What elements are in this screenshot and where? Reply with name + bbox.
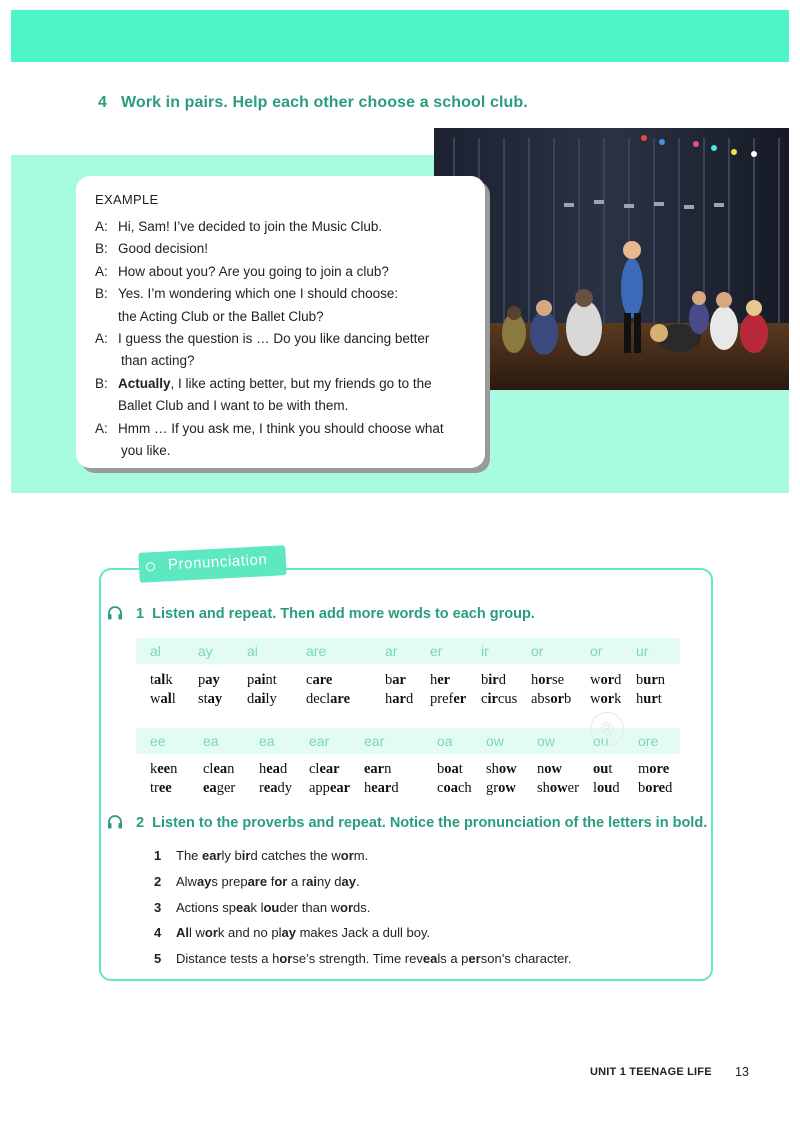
example-word: hurt xyxy=(636,691,662,707)
example-word: wall xyxy=(150,691,176,707)
circle-icon xyxy=(146,562,155,571)
letter-pattern: are xyxy=(306,643,327,659)
speaker-label: B: xyxy=(95,286,108,302)
letter-pattern: ear xyxy=(364,733,385,749)
example-word: tree xyxy=(150,780,172,796)
letter-pattern: ay xyxy=(198,643,213,659)
task-number: 2 xyxy=(136,815,145,831)
letter-pattern: ea xyxy=(203,733,219,749)
example-word: pay xyxy=(198,672,220,688)
example-word: paint xyxy=(247,672,277,688)
example-word: her xyxy=(430,672,451,688)
example-word: burn xyxy=(636,672,665,688)
dialogue-line xyxy=(95,328,475,350)
unit-footer: UNIT 1 TEENAGE LIFE xyxy=(590,1066,712,1078)
letter-pattern: or xyxy=(590,643,603,659)
letter-pattern: ir xyxy=(481,643,489,659)
example-word: now xyxy=(537,761,562,777)
dialogue-line xyxy=(95,395,475,417)
dialogue-line xyxy=(95,216,475,238)
proverb-text: All work and no play makes Jack a dull boy. xyxy=(176,925,431,940)
example-title: EXAMPLE xyxy=(95,192,159,207)
headphones-icon[interactable] xyxy=(107,606,123,620)
dialogue-text: I guess the question is … Do you like dancing better xyxy=(118,331,430,347)
dialogue-text: Hi, Sam! I’ve decided to join the Music Club. xyxy=(118,219,383,234)
speaker-label: B: xyxy=(95,375,108,391)
example-word: daily xyxy=(247,691,277,707)
example-word: ready xyxy=(259,780,293,796)
letter-pattern: ear xyxy=(309,733,330,749)
task-4-heading xyxy=(98,94,528,112)
letter-pattern: ou xyxy=(593,733,609,749)
letter-pattern: oa xyxy=(437,733,453,749)
speaker-label: A: xyxy=(95,263,108,279)
speaker-label: A: xyxy=(95,420,108,436)
dialogue-text: Ballet Club and I want to be with them. xyxy=(118,398,349,414)
example-word: keen xyxy=(150,761,178,777)
example-word: loud xyxy=(593,780,620,796)
proverb-number: 2 xyxy=(154,874,162,889)
example-word: earn xyxy=(364,761,392,777)
example-word: shower xyxy=(537,780,579,796)
task-text: Work in pairs. Help each other choose a school club. xyxy=(121,94,528,111)
pron-task-1-heading xyxy=(136,606,535,622)
example-word: coach xyxy=(437,780,472,796)
dialogue-text: than acting? xyxy=(121,353,195,369)
bold-word: Actually xyxy=(118,375,171,391)
pronunciation-section xyxy=(99,568,713,981)
letter-pattern: ore xyxy=(638,733,659,749)
letter-pattern: ee xyxy=(150,733,166,749)
letter-pattern: ur xyxy=(636,643,649,659)
proverb-text: The early bird catches the worm. xyxy=(176,848,369,863)
example-word: head xyxy=(259,761,288,777)
proverb-number: 4 xyxy=(154,925,162,940)
speaker-label: A: xyxy=(95,219,108,234)
task-number: 1 xyxy=(136,606,145,622)
headphones-icon[interactable] xyxy=(107,815,123,829)
proverb-text: Always prepare for a rainy day. xyxy=(176,874,360,889)
example-word: talk xyxy=(150,672,173,688)
speaker-label: A: xyxy=(95,331,108,347)
letter-pattern: ow xyxy=(486,733,504,749)
top-color-band xyxy=(11,10,789,62)
stage-photo-illustration xyxy=(434,128,789,390)
registered-watermark: ® xyxy=(590,712,624,746)
example-word: boat xyxy=(437,761,463,777)
example-word: clear xyxy=(309,761,340,777)
proverb-number: 1 xyxy=(154,848,162,863)
pronunciation-tab-label: Pronunciation xyxy=(167,551,268,574)
dialogue-text: Good decision! xyxy=(118,241,209,257)
dialogue-line xyxy=(95,306,475,328)
task-number: 4 xyxy=(98,94,107,111)
proverb-number: 3 xyxy=(154,900,162,915)
speaker-label: B: xyxy=(95,241,108,257)
dialogue-line xyxy=(95,440,475,462)
dialogue-text: How about you? Are you going to join a club? xyxy=(118,263,389,279)
letter-pattern: ar xyxy=(385,643,398,659)
example-dialogue-card xyxy=(76,176,485,468)
page-number: 13 xyxy=(735,1065,749,1079)
dialogue-text: , I like acting better, but my friends go to the xyxy=(170,375,432,391)
stage-photo xyxy=(434,128,789,390)
example-word: heard xyxy=(364,780,399,796)
task-text: Listen to the proverbs and repeat. Notice the pronunciation of the letters in bold. xyxy=(152,815,708,831)
example-word: horse xyxy=(531,672,565,688)
dialogue-line xyxy=(95,373,475,395)
proverb-text: Actions speak louder than words. xyxy=(176,900,371,915)
proverb-number: 5 xyxy=(154,951,162,966)
example-word: care xyxy=(306,672,333,688)
example-word: hard xyxy=(385,691,414,707)
pron-task-2-heading xyxy=(136,815,707,831)
dialogue-text: Yes. I’m wondering which one I should choose: xyxy=(118,286,399,302)
example-word: eager xyxy=(203,780,236,796)
example-word: stay xyxy=(198,691,223,707)
dialogue-line xyxy=(95,283,475,305)
dialogue-text: the Acting Club or the Ballet Club? xyxy=(118,308,324,324)
example-dialogue xyxy=(95,216,475,462)
example-word: prefer xyxy=(430,691,467,707)
example-word: bird xyxy=(481,672,506,688)
dialogue-line xyxy=(95,238,475,260)
example-word: work xyxy=(590,691,622,707)
letter-pattern: ow xyxy=(537,733,555,749)
example-word: appear xyxy=(309,780,351,796)
example-word: out xyxy=(593,761,613,777)
letter-pattern: ai xyxy=(247,643,258,659)
dialogue-line xyxy=(95,261,475,283)
example-word: word xyxy=(590,672,622,688)
example-word: circus xyxy=(481,691,518,707)
example-word: declare xyxy=(306,691,351,707)
example-word: more xyxy=(638,761,670,777)
dialogue-text: you like. xyxy=(121,443,171,459)
letter-pattern: ea xyxy=(259,733,275,749)
example-word: absorb xyxy=(531,691,572,707)
task-text: Listen and repeat. Then add more words to each group. xyxy=(152,606,535,622)
letter-pattern: er xyxy=(430,643,443,659)
dialogue-line xyxy=(95,350,475,372)
example-word: grow xyxy=(486,780,516,796)
dialogue-line xyxy=(95,418,475,440)
example-word: bored xyxy=(638,780,673,796)
letter-pattern: al xyxy=(150,643,161,659)
example-word: bar xyxy=(385,672,406,688)
letter-pattern: or xyxy=(531,643,544,659)
example-word: show xyxy=(486,761,517,777)
example-word: clean xyxy=(203,761,235,777)
dialogue-text: Hmm … If you ask me, I think you should choose what xyxy=(118,420,444,436)
proverb-text: Distance tests a horse’s strength. Time reveals a person’s character. xyxy=(176,951,572,966)
